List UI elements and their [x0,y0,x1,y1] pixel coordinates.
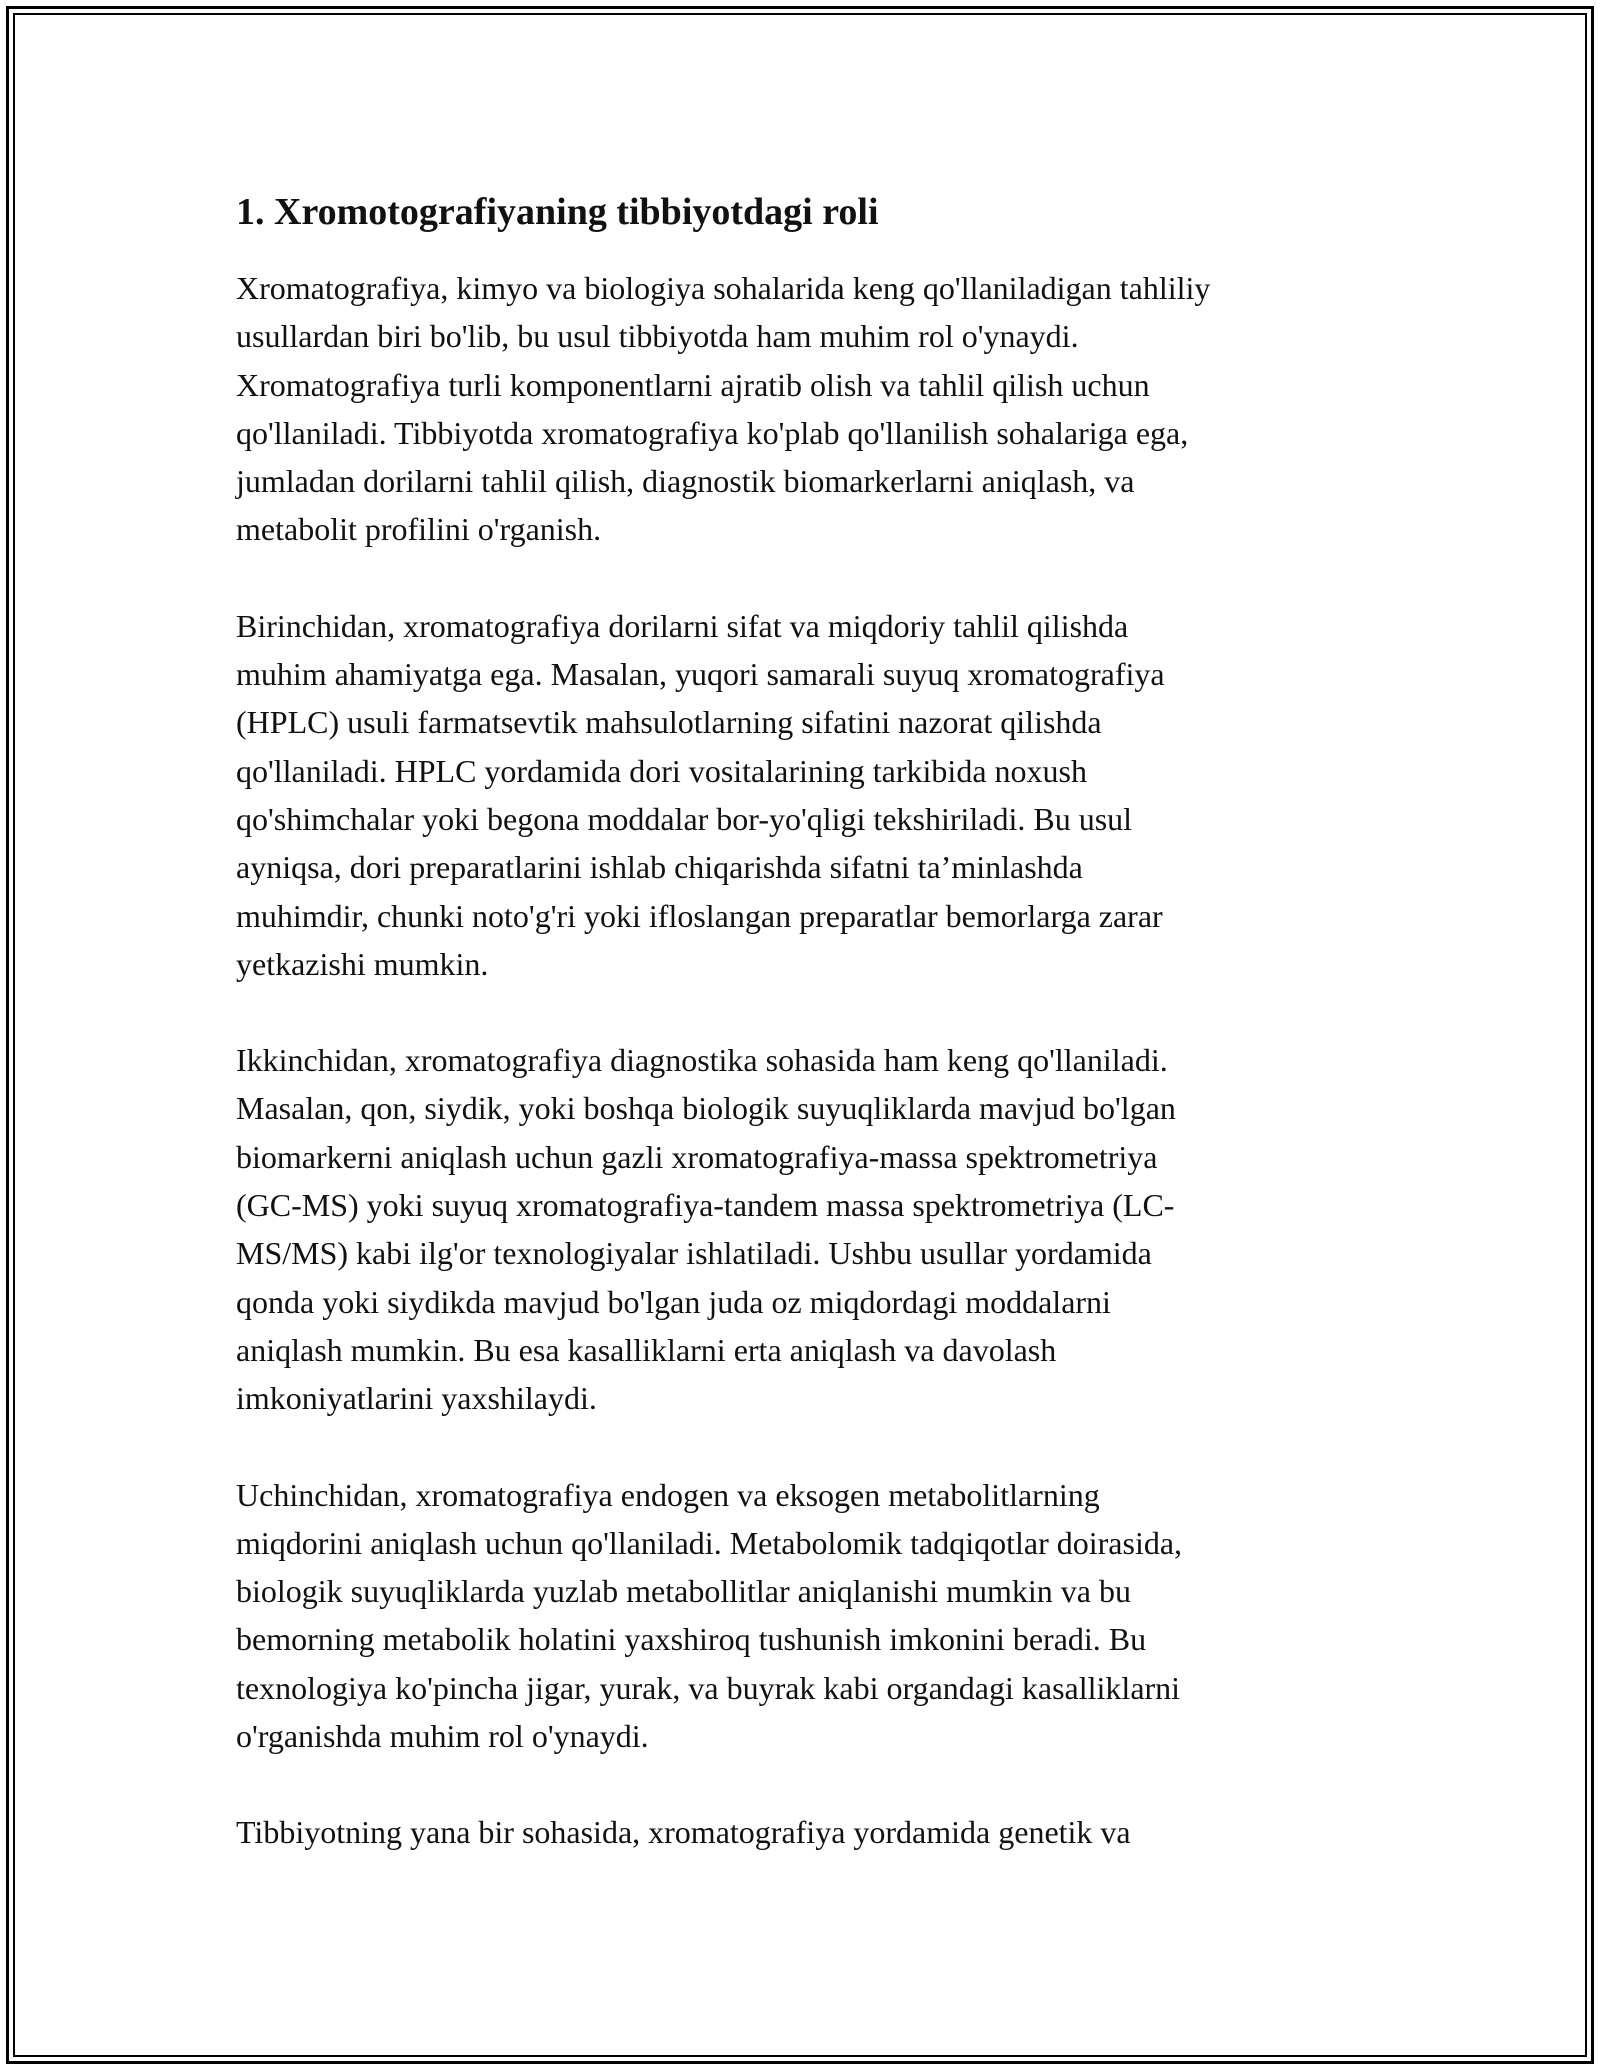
text-line: jumladan dorilarni tahlil qilish, diagnostik biomarkerlarni aniqlash, va [236,463,1135,500]
text-line: muhimdir, chunki noto'g'ri yoki ifloslangan preparatlar bemorlarga zarar [236,897,1163,934]
text-line: muhim ahamiyatga ega. Masalan, yuqori samarali suyuq xromatografiya [236,656,1165,693]
text-line: ayniqsa, dori preparatlarini ishlab chiqarishda sifatni ta’minlashda [236,849,1083,886]
text-line: bemorning metabolik holatini yaxshiroq tushunish imkonini beradi. Bu [236,1621,1147,1658]
document-body [236,186,1366,1905]
text-line: Birinchidan, xromatografiya dorilarni sifat va miqdoriy tahlil qilishda [236,607,1129,644]
text-line: (GC-MS) yoki suyuq xromatografiya-tandem massa spektrometriya (LC- [236,1187,1175,1224]
text-line: yetkazishi mumkin. [236,945,489,982]
text-line: miqdorini aniqlash uchun qo'llaniladi. Metabolomik tadqiqotlar doirasida, [236,1524,1183,1561]
text-line: qonda yoki siydikda mavjud bo'lgan juda oz miqdordagi moddalarni [236,1283,1111,1320]
text-line: qo'llaniladi. HPLC yordamida dori vositalarining tarkibida noxush [236,752,1087,789]
text-line: qo'shimchalar yoki begona moddalar bor-yo'qligi tekshiriladi. Bu usul [236,800,1133,837]
text-line: o'rganishda muhim rol o'ynaydi. [236,1718,649,1755]
text-line: biomarkerni aniqlash uchun gazli xromatografiya-massa spektrometriya [236,1138,1158,1175]
text-line: Masalan, qon, siydik, yoki boshqa biologik suyuqliklarda mavjud bo'lgan [236,1090,1176,1127]
section-heading: 1. Xromotografiyaning tibbiyotdagi roli [236,191,879,233]
text-line: MS/MS) kabi ilg'or texnologiyalar ishlatiladi. Ushbu usullar yordamida [236,1235,1152,1272]
text-line: texnologiya ko'pincha jigar, yurak, va buyrak kabi organdagi kasalliklarni [236,1669,1181,1706]
paragraph-first-point [236,602,1366,988]
paragraph-second-point [236,1036,1366,1422]
paragraph-intro [236,264,1366,554]
paragraph-continuation [236,1808,1366,1856]
text-line: biologik suyuqliklarda yuzlab metabollitlar aniqlanishi mumkin va bu [236,1573,1131,1610]
text-line: usullardan biri bo'lib, bu usul tibbiyotda ham muhim rol o'ynaydi. [236,318,1079,355]
text-line: Uchinchidan, xromatografiya endogen va eksogen metabolitlarning [236,1476,1100,1513]
text-line: Tibbiyotning yana bir sohasida, xromatografiya yordamida genetik va [236,1814,1131,1851]
paragraph-third-point [236,1471,1366,1761]
text-line: Ikkinchidan, xromatografiya diagnostika sohasida ham keng qo'llaniladi. [236,1042,1168,1079]
text-line: (HPLC) usuli farmatsevtik mahsulotlarning sifatini nazorat qilishda [236,704,1102,741]
text-line: imkoniyatlarini yaxshilaydi. [236,1380,597,1417]
text-line: Xromatografiya turli komponentlarni ajratib olish va tahlil qilish uchun [236,366,1150,403]
text-line: metabolit profilini o'rganish. [236,511,602,548]
text-line: qo'llaniladi. Tibbiyotda xromatografiya ko'plab qo'llanilish sohalariga ega, [236,414,1189,451]
text-line: aniqlash mumkin. Bu esa kasalliklarni erta aniqlash va davolash [236,1331,1057,1368]
text-line: Xromatografiya, kimyo va biologiya sohalarida keng qo'llaniladigan tahliliy [236,270,1211,306]
